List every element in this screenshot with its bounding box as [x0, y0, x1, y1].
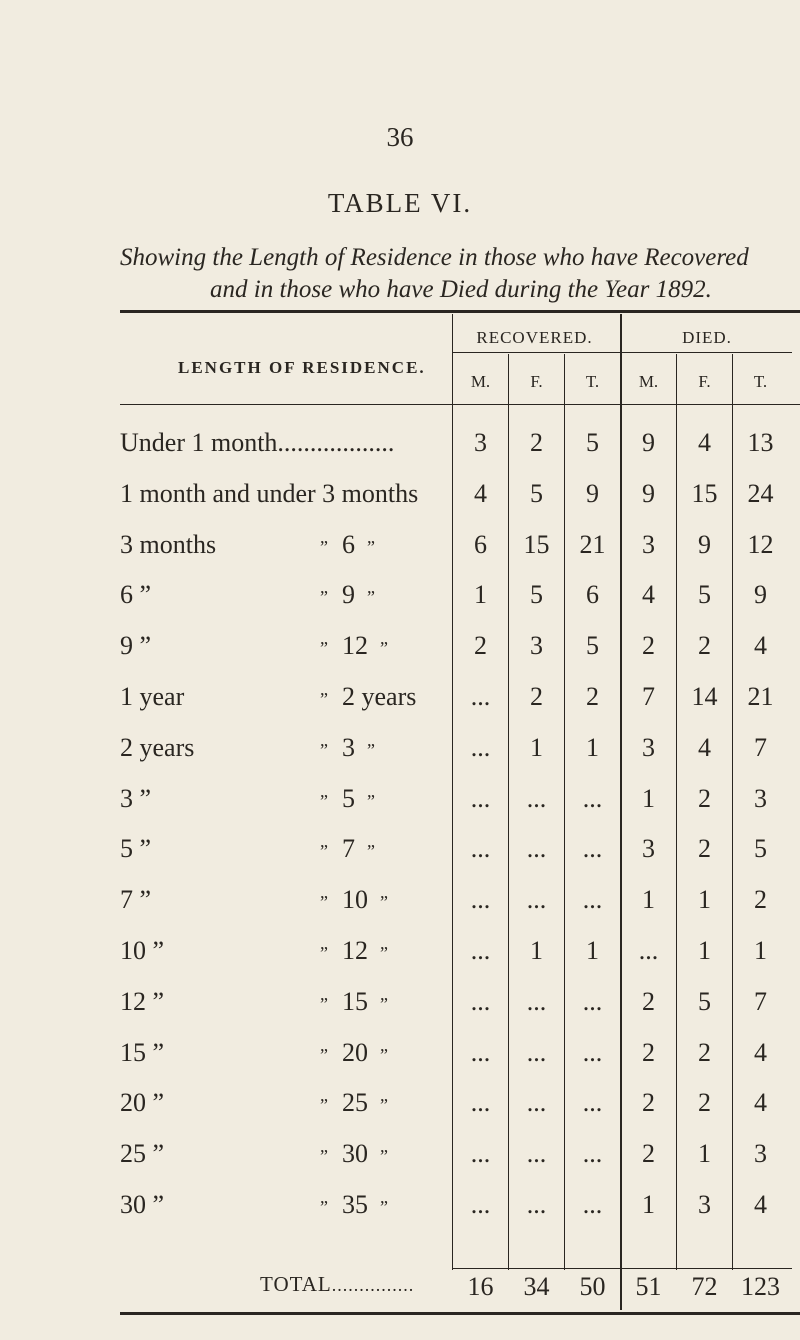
- cell-recovered-total: 1: [586, 732, 599, 762]
- cell-recovered-total: ...: [582, 885, 603, 915]
- table-row: [120, 776, 800, 827]
- row-label-from: 20 ”: [120, 1088, 165, 1118]
- cell-recovered-male: ...: [470, 1037, 491, 1067]
- row-label-to: 2 years: [342, 681, 417, 711]
- cell-recovered-male: 6: [474, 529, 487, 559]
- cell-died-female: 5: [698, 580, 711, 610]
- row-label-to: 30: [342, 1139, 368, 1169]
- cell-died-male: 4: [642, 580, 655, 610]
- cell-died-female: 2: [698, 1037, 711, 1067]
- row-label-unit-ditto: ”: [380, 638, 388, 659]
- cell-recovered-female: 2: [530, 428, 543, 457]
- header-bottom-rule: [120, 404, 800, 405]
- row-label-from: 3 months: [120, 529, 217, 559]
- row-label-unit-ditto: ”: [367, 790, 375, 811]
- row-label: [120, 935, 388, 966]
- row-label-from: 7 ”: [120, 885, 152, 915]
- total-recovered-total: 50: [579, 1272, 606, 1301]
- row-label: [120, 681, 417, 712]
- row-label-unit-ditto: ”: [380, 1146, 388, 1167]
- cell-recovered-female: 15: [523, 529, 550, 559]
- row-label: [120, 986, 388, 1017]
- row-label-to: 12: [342, 935, 368, 965]
- row-label-from: 9 ”: [120, 631, 152, 661]
- total-died-male: 51: [635, 1272, 662, 1301]
- cell-died-female: 4: [698, 732, 711, 762]
- row-label: [120, 1139, 388, 1169]
- row-label-to: 5: [342, 783, 355, 813]
- cell-died-male: 2: [642, 1088, 655, 1118]
- cell-recovered-total: ...: [582, 1189, 603, 1219]
- row-label: [120, 580, 375, 610]
- cell-recovered-total: ...: [582, 986, 603, 1016]
- row-label-from: 5 ”: [120, 834, 152, 864]
- row-label: [120, 428, 394, 458]
- cell-died-total: 4: [754, 1037, 767, 1067]
- row-label-unit-ditto: ”: [380, 1095, 388, 1116]
- row-label: [120, 529, 375, 560]
- table-title: TABLE VI.: [327, 188, 473, 218]
- cell-recovered-male: 4: [474, 478, 487, 508]
- cell-recovered-female: 1: [530, 935, 543, 965]
- row-label-from: 1 month and under 3 months: [120, 478, 419, 508]
- cell-recovered-female: ...: [526, 783, 547, 813]
- cell-recovered-total: 2: [586, 681, 599, 711]
- cell-died-male: 2: [642, 631, 655, 661]
- row-label-from: 6 ”: [120, 580, 152, 610]
- cell-died-female: 1: [698, 885, 711, 915]
- table-subtitle: [120, 242, 800, 306]
- total-label-dots: ...............: [331, 1275, 415, 1295]
- row-label-from: 1 year: [120, 681, 185, 711]
- cell-died-male: 3: [642, 834, 655, 864]
- cell-died-female: 1: [698, 1139, 711, 1169]
- table-row: [120, 928, 800, 979]
- cell-recovered-female: ...: [526, 1189, 547, 1219]
- cell-recovered-female: 1: [530, 732, 543, 762]
- row-label: [120, 783, 375, 814]
- cell-recovered-total: 5: [586, 631, 599, 661]
- row-label-to: 3: [342, 732, 355, 762]
- row-label-unit-ditto: ”: [367, 587, 375, 608]
- row-label-ditto: ”: [320, 841, 328, 862]
- cell-died-female: 2: [698, 834, 711, 864]
- cell-died-female: 14: [691, 681, 718, 711]
- row-label-unit-ditto: ”: [367, 841, 375, 862]
- cell-recovered-male: 2: [474, 631, 487, 661]
- cell-died-male: ...: [638, 935, 659, 965]
- cell-died-female: 2: [698, 631, 711, 661]
- row-label-ditto: ”: [320, 942, 328, 963]
- total-rule: [452, 1268, 792, 1269]
- cell-died-male: 2: [642, 986, 655, 1016]
- cell-recovered-male: ...: [470, 1189, 491, 1219]
- cell-recovered-male: ...: [470, 1139, 491, 1169]
- table-row: [120, 471, 800, 522]
- length-of-residence-header: LENGTH OF RESIDENCE.: [178, 358, 426, 377]
- cell-recovered-female: 5: [530, 478, 543, 508]
- row-label-to: 12: [342, 631, 368, 661]
- bottom-rule: [120, 1312, 800, 1315]
- cell-died-total: 7: [754, 732, 767, 762]
- cell-died-male: 9: [642, 428, 655, 457]
- row-label-ditto: ”: [320, 638, 328, 659]
- cell-died-female: 5: [698, 986, 711, 1016]
- total-label: [260, 1272, 414, 1297]
- row-label-to: 35: [342, 1189, 368, 1219]
- row-label-unit-ditto: ”: [380, 993, 388, 1014]
- table-row: [120, 572, 800, 623]
- cell-recovered-total: ...: [582, 1037, 603, 1067]
- cell-died-male: 1: [642, 885, 655, 915]
- cell-recovered-female: ...: [526, 1088, 547, 1118]
- table-row: [120, 725, 800, 776]
- row-label-from: Under 1 month..................: [120, 428, 395, 457]
- total-died-female: 72: [691, 1272, 718, 1301]
- cell-recovered-total: 1: [586, 935, 599, 965]
- row-label: [120, 834, 375, 864]
- subtitle-line-2: and in those who have Died during the Year 1892.: [210, 276, 712, 303]
- subtitle-line-1: Showing the Length of Residence in those who have Recovered: [120, 244, 749, 271]
- cell-recovered-male: ...: [470, 986, 491, 1016]
- table-row: [120, 877, 800, 928]
- cell-died-total: 7: [754, 986, 767, 1016]
- cell-recovered-female: ...: [526, 986, 547, 1016]
- row-label-from: 2 years: [120, 732, 195, 762]
- cell-recovered-total: ...: [582, 1088, 603, 1118]
- row-label-unit-ditto: ”: [367, 739, 375, 760]
- cell-died-total: 12: [747, 529, 774, 559]
- cell-died-female: 1: [698, 935, 711, 965]
- table-row: [120, 1030, 800, 1081]
- cell-died-male: 3: [642, 732, 655, 762]
- cell-recovered-total: ...: [582, 834, 603, 864]
- row-label-ditto: ”: [320, 1044, 328, 1065]
- table-row: [120, 1080, 800, 1131]
- cell-recovered-total: ...: [582, 1139, 603, 1169]
- cell-recovered-female: 2: [530, 681, 543, 711]
- row-label-to: 25: [342, 1088, 368, 1118]
- cell-recovered-male: ...: [470, 834, 491, 864]
- cell-recovered-female: 5: [530, 580, 543, 610]
- cell-died-total: 4: [754, 631, 767, 661]
- table-row: [120, 623, 800, 674]
- cell-recovered-female: ...: [526, 1037, 547, 1067]
- cell-died-total: 9: [754, 580, 767, 610]
- table-row: [120, 522, 800, 573]
- cell-died-total: 3: [754, 1139, 767, 1169]
- row-label-unit-ditto: ”: [367, 536, 375, 557]
- cell-died-male: 2: [642, 1037, 655, 1067]
- cell-died-male: 1: [642, 783, 655, 813]
- cell-died-male: 9: [642, 478, 655, 508]
- group-header-rule: [452, 352, 792, 353]
- row-label-unit-ditto: ”: [380, 942, 388, 963]
- table-row: [120, 1182, 800, 1233]
- cell-died-male: 7: [642, 681, 655, 711]
- total-label-text: TOTAL: [260, 1272, 332, 1296]
- row-label: [120, 1189, 388, 1220]
- cell-died-male: 2: [642, 1139, 655, 1169]
- col-died-total: T.: [753, 372, 768, 391]
- row-label-to: 7: [342, 834, 355, 864]
- row-label-ditto: ”: [320, 790, 328, 811]
- row-label-unit-ditto: ”: [380, 892, 388, 913]
- cell-recovered-total: ...: [582, 783, 603, 813]
- row-label: [120, 1088, 388, 1118]
- row-label-from: 12 ”: [120, 986, 165, 1016]
- row-label-to: 15: [342, 986, 368, 1016]
- cell-recovered-female: 3: [530, 631, 543, 661]
- cell-recovered-total: 5: [586, 428, 599, 457]
- cell-recovered-male: ...: [470, 885, 491, 915]
- row-label-ditto: ”: [320, 1095, 328, 1116]
- cell-died-total: 21: [747, 681, 774, 711]
- row-label-from: 15 ”: [120, 1037, 165, 1067]
- table-row: [120, 826, 800, 877]
- row-label-ditto: ”: [320, 739, 328, 760]
- cell-died-total: 5: [754, 834, 767, 864]
- cell-recovered-male: ...: [470, 681, 491, 711]
- cell-died-female: 2: [698, 783, 711, 813]
- total-recovered-male: 16: [467, 1272, 494, 1301]
- row-label-ditto: ”: [320, 587, 328, 608]
- row-label-from: 10 ”: [120, 935, 165, 965]
- row-label: [120, 1037, 388, 1068]
- total-row: [120, 1270, 800, 1310]
- row-label-to: 9: [342, 580, 355, 610]
- col-died-female: F.: [698, 372, 711, 391]
- cell-died-total: 13: [747, 428, 774, 457]
- cell-recovered-total: 6: [586, 580, 599, 610]
- col-recovered-total: T.: [585, 372, 600, 391]
- table-row: [120, 674, 800, 725]
- cell-died-male: 3: [642, 529, 655, 559]
- row-label-unit-ditto: ”: [380, 1044, 388, 1065]
- table-row: [120, 1131, 800, 1182]
- row-label-ditto: ”: [320, 1196, 328, 1217]
- cell-recovered-male: ...: [470, 783, 491, 813]
- recovered-header: RECOVERED.: [476, 328, 593, 347]
- cell-died-female: 2: [698, 1088, 711, 1118]
- cell-died-total: 24: [747, 478, 774, 508]
- row-label-to: 10: [342, 885, 368, 915]
- row-label-from: 30 ”: [120, 1189, 165, 1219]
- cell-died-total: 4: [754, 1088, 767, 1118]
- cell-died-total: 3: [754, 783, 767, 813]
- cell-died-female: 15: [691, 478, 718, 508]
- cell-died-male: 1: [642, 1189, 655, 1219]
- cell-recovered-male: ...: [470, 1088, 491, 1118]
- page-number: 36: [386, 122, 414, 152]
- total-died-total: 123: [741, 1272, 780, 1301]
- cell-recovered-male: 3: [474, 428, 487, 457]
- cell-recovered-male: ...: [470, 732, 491, 762]
- row-label: [120, 479, 418, 509]
- row-label-ditto: ”: [320, 1146, 328, 1167]
- table-row: [120, 979, 800, 1030]
- cell-died-female: 3: [698, 1189, 711, 1219]
- cell-recovered-total: 9: [586, 478, 599, 508]
- cell-died-total: 1: [754, 935, 767, 965]
- total-recovered-female: 34: [523, 1272, 550, 1301]
- top-rule: [120, 310, 800, 313]
- cell-recovered-total: 21: [579, 529, 606, 559]
- cell-recovered-female: ...: [526, 834, 547, 864]
- row-label-from: 3 ”: [120, 783, 152, 813]
- col-recovered-female: F.: [530, 372, 543, 391]
- table-row: [120, 420, 800, 471]
- cell-died-total: 4: [754, 1189, 767, 1219]
- row-label: [120, 631, 388, 661]
- died-header: DIED.: [682, 328, 732, 347]
- row-label-ditto: ”: [320, 536, 328, 557]
- col-recovered-male: M.: [470, 372, 491, 391]
- cell-died-female: 4: [698, 428, 711, 457]
- cell-died-female: 9: [698, 529, 711, 559]
- cell-recovered-female: ...: [526, 885, 547, 915]
- row-label-ditto: ”: [320, 993, 328, 1014]
- row-label: [120, 885, 388, 915]
- cell-recovered-female: ...: [526, 1139, 547, 1169]
- row-label: [120, 732, 375, 763]
- cell-died-total: 2: [754, 885, 767, 915]
- row-label-ditto: ”: [320, 892, 328, 913]
- row-label-unit-ditto: ”: [380, 1196, 388, 1217]
- col-died-male: M.: [638, 372, 659, 391]
- cell-recovered-male: ...: [470, 935, 491, 965]
- row-label-to: 6: [342, 529, 355, 559]
- cell-recovered-male: 1: [474, 580, 487, 610]
- table-body: [120, 420, 800, 1233]
- row-label-to: 20: [342, 1037, 368, 1067]
- row-label-from: 25 ”: [120, 1139, 165, 1169]
- row-label-ditto: ”: [320, 688, 328, 709]
